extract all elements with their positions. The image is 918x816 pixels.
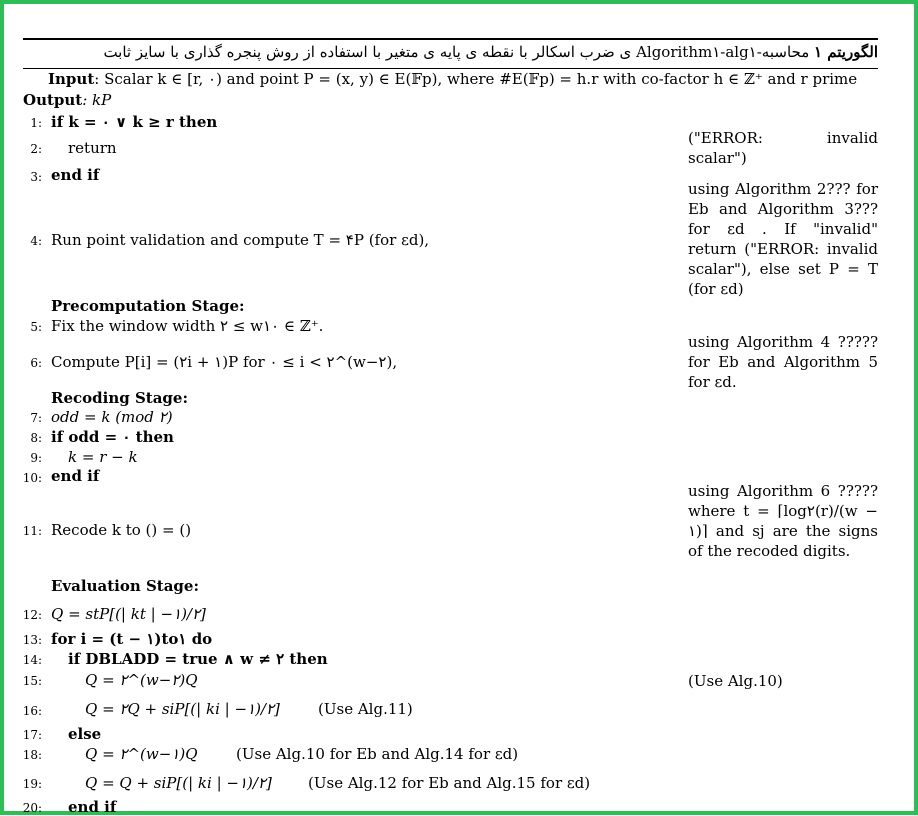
algo-line-1: if k = ۰ ∨ k ≥ r then	[51, 113, 218, 131]
line-number: 16:	[22, 704, 42, 718]
input-text: : Scalar k ∈ [r, ۰) and point P = (x, y) ∈ E(𝔽p), where #E(𝔽p) = h.r with co-factor h ∈ ℤ⁺ and r prime	[94, 70, 858, 88]
recoding-stage-heading: Recoding Stage:	[51, 389, 188, 407]
algo-line-20: end if	[68, 798, 117, 816]
line-number: 3:	[30, 170, 42, 184]
algorithm-title-text: محاسبه-Algorithm۱-alg۱ ی ضرب اسکالر با نقطه ی پایه ی متغیر با استفاده از روش پنجره گذاری با سایز ثابت	[103, 43, 810, 61]
inline-comment-19: (Use Alg.12 for Eb and Alg.15 for εd)	[308, 774, 591, 792]
line-number: 18:	[22, 748, 42, 762]
line-number: 17:	[22, 728, 42, 742]
line-number: 12:	[22, 608, 42, 622]
precomputation-stage-heading: Precomputation Stage:	[51, 297, 245, 315]
side-comment-precompute: using Algorithm 4 ????? for Eb and Algorithm 5 for εd.	[688, 333, 878, 391]
algo-line-9: k = r − k	[68, 448, 138, 466]
line-number: 11:	[22, 524, 42, 538]
line-number: 5:	[30, 320, 42, 334]
evaluation-stage-heading: Evaluation Stage:	[51, 577, 200, 595]
side-comment-recode: using Algorithm 6 ????? where t = ⌈log۲(r)/(w − ۱)⌉ and sj are the signs of the recoded digits.	[688, 482, 878, 560]
line-number: 13:	[22, 633, 42, 647]
title-rule	[23, 68, 878, 69]
line-number: 14:	[22, 653, 42, 667]
algo-line-13: for i = (t − ۱)to۱ do	[51, 630, 213, 648]
line-number: 2:	[30, 142, 42, 156]
algo-line-2: return	[68, 139, 117, 157]
output-row	[23, 91, 111, 109]
algo-line-19: Q = Q + siP[(| ki | −۱)/۲]	[85, 774, 272, 792]
line-number: 4:	[30, 234, 42, 248]
algo-line-5: Fix the window width ۲ ≤ w۱۰ ∈ ℤ⁺.	[51, 317, 324, 335]
algo-line-12: Q = stP[(| kt | −۱)/۲]	[51, 605, 206, 623]
algo-line-15: Q = ۲^(w−۲)Q	[85, 671, 198, 689]
algorithm-title	[103, 43, 878, 61]
output-text: : kP	[82, 91, 112, 109]
line-number: 8:	[30, 431, 42, 445]
input-row	[48, 70, 857, 88]
inline-comment-16: (Use Alg.11)	[318, 700, 413, 718]
line-number: 9:	[30, 451, 42, 465]
algo-line-4: Run point validation and compute T = ۴P (for εd),	[51, 231, 430, 249]
algo-line-10: end if	[51, 467, 100, 485]
algo-line-14: if DBLADD = true ∧ w ≠ ۲ then	[68, 650, 328, 668]
side-comment-error: ("ERROR: invalid scalar")	[688, 129, 878, 167]
algo-line-18: Q = ۲^(w−۱)Q	[85, 745, 198, 763]
algorithm-title-label: الگوریتم ۱	[814, 43, 878, 61]
algo-line-17: else	[68, 725, 102, 743]
line-number: 7:	[30, 411, 42, 425]
algo-line-7: odd = k (mod ۲)	[51, 408, 173, 426]
line-number: 10:	[22, 471, 42, 485]
output-label: Output	[23, 91, 83, 109]
line-number: 20:	[22, 801, 42, 815]
algo-line-11: Recode k to () = ()	[51, 521, 192, 539]
line-number: 6:	[30, 356, 42, 370]
line-number: 1:	[30, 116, 42, 130]
line-number: 15:	[22, 674, 42, 688]
algo-line-3: end if	[51, 166, 100, 184]
inline-comment-18: (Use Alg.10 for Eb and Alg.14 for εd)	[236, 745, 519, 763]
algo-line-16: Q = ۲Q + siP[(| ki | −۱)/۲]	[85, 700, 280, 718]
line-number: 19:	[22, 777, 42, 791]
side-comment-use-alg10: (Use Alg.10)	[688, 672, 783, 690]
algo-line-6: Compute P[i] = (۲i + ۱)P for ۰ ≤ i < ۲^(w−۲),	[51, 353, 398, 371]
top-rule	[23, 38, 878, 40]
input-label: Input	[48, 70, 95, 88]
side-comment-validation: using Algorithm 2??? for Eb and Algorithm 3??? for εd . If "invalid" return ("ERROR: invalid scalar"), else set P = T (for εd)	[688, 180, 878, 298]
algo-line-8: if odd = ۰ then	[51, 428, 174, 446]
